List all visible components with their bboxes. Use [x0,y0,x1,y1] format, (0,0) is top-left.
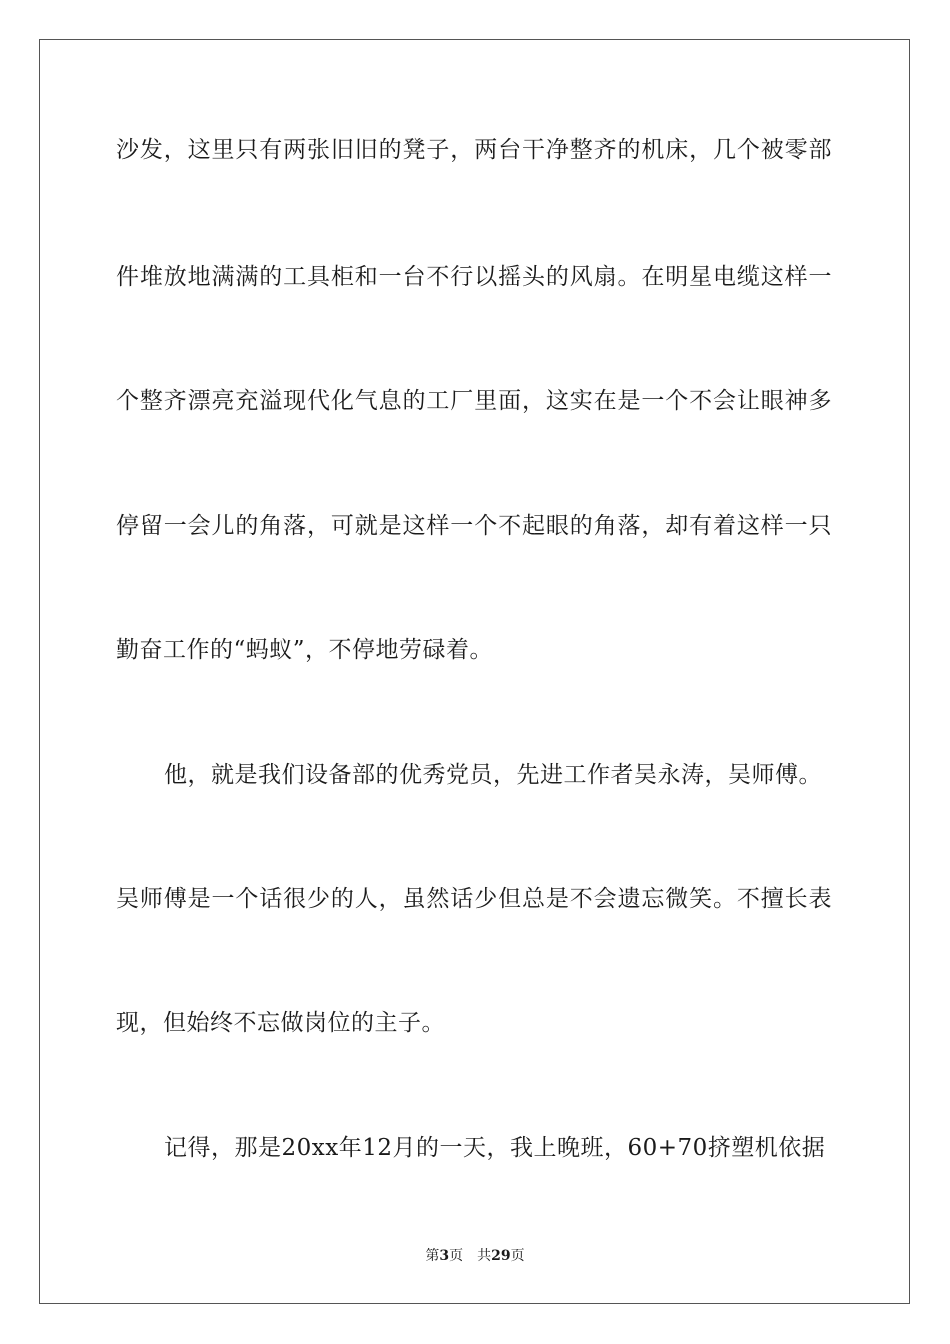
paragraph-start-line: 记得，那是20xx年12月的一天，我上晚班，60+70挤塑机依据 [164,1135,826,1161]
text-line: 个整齐漂亮充溢现代化气息的工厂里面，这实在是一个不会让眼神多 [116,388,832,414]
total-page-count: 29 [491,1248,511,1264]
page-frame [39,39,910,1304]
text-line: 吴师傅是一个话很少的人，虽然话少但总是不会遗忘微笑。不擅长表 [116,886,832,912]
text-line: 停留一会儿的角落，可就是这样一个不起眼的角落，却有着这样一只 [116,513,832,539]
total-prefix: 共 [477,1248,492,1264]
text-line: 勤奋工作的“蚂蚁”，不停地劳碌着。 [116,637,494,663]
text-line: 件堆放地满满的工具柜和一台不行以摇头的风扇。在明星电缆这样一 [116,264,832,290]
page-footer [0,1247,950,1265]
text-line: 沙发，这里只有两张旧旧的凳子，两台干净整齐的机床，几个被零部 [116,137,832,163]
page-suffix: 页 [449,1248,464,1264]
paragraph-start-line: 他，就是我们设备部的优秀党员，先进工作者吴永涛，吴师傅。 [164,762,822,788]
page-prefix: 第 [425,1248,440,1264]
total-suffix: 页 [510,1248,525,1264]
text-line: 现，但始终不忘做岗位的主子。 [116,1010,445,1036]
current-page-number: 3 [439,1248,450,1264]
